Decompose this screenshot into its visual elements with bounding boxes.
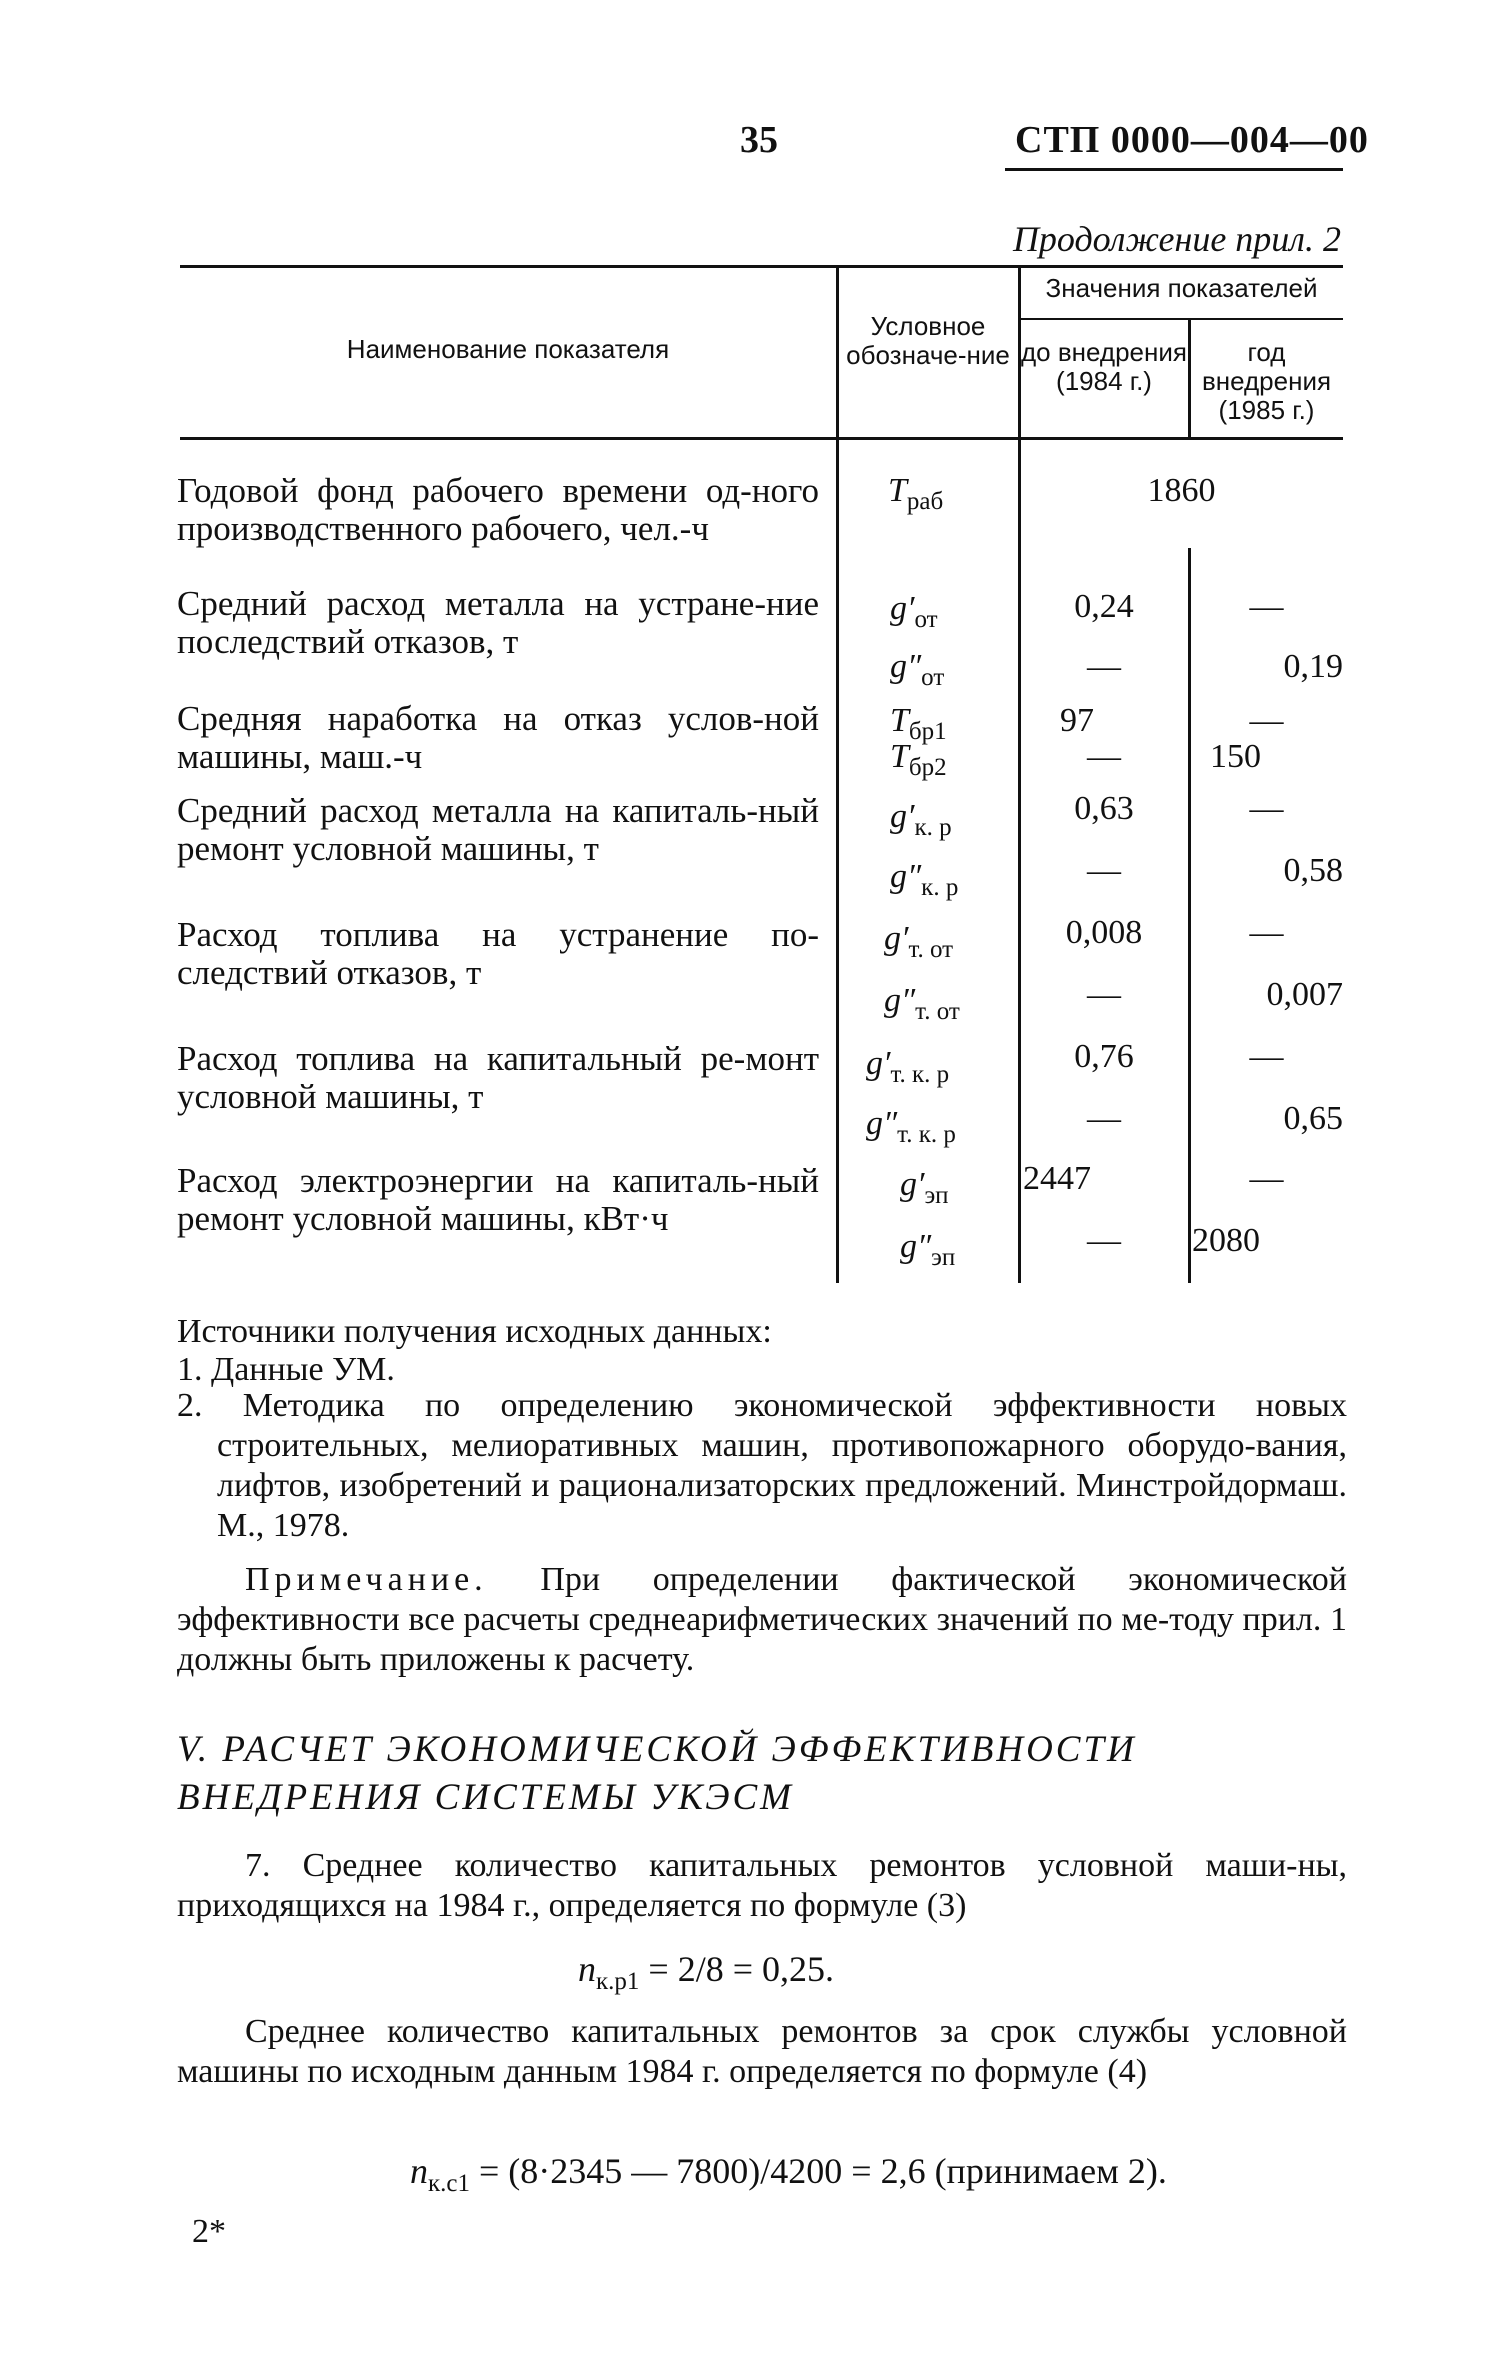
- row-symbol: $g'_{эп}$: [900, 1166, 949, 1209]
- row-symbol: $g'_{т. от}$: [884, 920, 954, 963]
- row-label: Расход топлива на капитальный ре-монт условной машины, т: [177, 1039, 819, 1116]
- row-symbol: $g'_{т. к. р}$: [866, 1045, 950, 1088]
- row-value-year: 0,58: [1283, 852, 1343, 889]
- note-text: При определении фактической экономической эффективности все расчеты среднеарифметических значений по ме-тоду прил. 1 должны быть приложены к расчету.: [177, 1561, 1347, 1678]
- row-value-year: 150: [1210, 738, 1261, 775]
- row-value-before: 0,63: [1074, 790, 1134, 827]
- row-value-year: —: [1249, 790, 1284, 827]
- row-value-year: —: [1249, 914, 1284, 951]
- row-value-year: —: [1249, 588, 1284, 625]
- row-value-year: 0,007: [1266, 976, 1343, 1013]
- row-symbol: $g''_{от}$: [890, 648, 945, 691]
- row-value-before: —: [1087, 1222, 1121, 1259]
- row-symbol: $T_{бр1}$: [890, 702, 947, 745]
- formula-2: $n_{к.с1} = (8\cdot 2345$ — 7800)/4200 = 2,6 (принимаем 2).: [410, 2151, 1167, 2197]
- row-value-year: 2080: [1192, 1222, 1260, 1259]
- row-value-year: 0,65: [1283, 1100, 1343, 1137]
- row-value-before: —: [1087, 1100, 1121, 1137]
- row-symbol: $g''_{т. от}$: [884, 982, 960, 1025]
- row-value-year: 0,19: [1283, 648, 1343, 685]
- row-value-before: 0,24: [1074, 588, 1134, 625]
- row-value-before: —: [1087, 648, 1121, 685]
- table-header-rule: [180, 437, 1343, 440]
- row-value-merged: 1860: [1147, 472, 1216, 509]
- row-value-before: 97: [1060, 702, 1094, 739]
- note-label: Примечание.: [245, 1561, 488, 1598]
- sources-item-1: 1. Данные УМ.: [177, 1351, 395, 1388]
- note-paragraph: [177, 1560, 1347, 1680]
- row-value-before: —: [1087, 852, 1121, 889]
- continuation-label: Продолжение прил. 2: [1012, 219, 1341, 259]
- row-value-year: —: [1249, 1160, 1284, 1197]
- row-label: Расход топлива на устранение по-следствий отказов, т: [177, 915, 819, 992]
- row-value-before: 0,008: [1065, 914, 1143, 951]
- section-heading-line2: ВНЕДРЕНИЯ СИСТЕМЫ УКЭСМ: [177, 1777, 794, 1818]
- col-header-symbol: Условное обозначе-ние: [846, 311, 1010, 370]
- col-header-before: до внедрения (1984 г.): [1021, 337, 1187, 396]
- row-label: Средний расход металла на капиталь-ный ремонт условной машины, т: [177, 791, 819, 868]
- row-label: Расход электроэнергии на капиталь-ный ремонт условной машины, кВт·ч: [177, 1161, 819, 1238]
- row-value-before: —: [1087, 976, 1121, 1013]
- section-heading-line1: V. РАСЧЕТ ЭКОНОМИЧЕСКОЙ ЭФФЕКТИВНОСТИ: [177, 1729, 1137, 1770]
- col-header-name: Наименование показателя: [346, 334, 670, 364]
- row-symbol: $g''_{к. р}$: [890, 858, 959, 901]
- header-rule: [1005, 168, 1343, 171]
- row-label: Средний расход металла на устране-ние последствий отказов, т: [177, 584, 819, 661]
- row-label: Средняя наработка на отказ услов-ной машины, маш.-ч: [177, 699, 819, 776]
- row-value-before: 0,76: [1074, 1038, 1134, 1075]
- row-symbol: $T_{раб}$: [888, 472, 944, 515]
- sources-title: Источники получения исходных данных:: [177, 1313, 772, 1350]
- table-subheader-rule: [1020, 318, 1343, 320]
- page-number: 35: [740, 119, 778, 161]
- row-value-year: —: [1249, 1038, 1284, 1075]
- formula-1: $n_{к.р1} = 2/8 = 0,25$.: [578, 1949, 835, 1995]
- paragraph-7: 7. Среднее количество капитальных ремонтов условной маши-ны, приходящихся на 1984 г., определяется по формуле (3): [177, 1847, 1347, 1924]
- sources-item-2: 2. Методика по определению экономической эффективности новых строительных, мелиоративных машин, противопожарного оборудо-вания, лифтов, изобретений и рационализаторских предложений. Минстройдормаш. М., 1978.: [177, 1387, 1347, 1544]
- row-label: Годовой фонд рабочего времени од-ного производственного рабочего, чел.-ч: [177, 471, 819, 548]
- document-code: СТП 0000—004—00: [1015, 119, 1369, 161]
- row-value-year: —: [1249, 702, 1284, 739]
- table-top-rule: [180, 265, 1343, 268]
- paragraph-8: Среднее количество капитальных ремонтов за срок службы условной машины по исходным данным 1984 г. определяется по формуле (4): [177, 2013, 1347, 2090]
- signature-mark: 2*: [192, 2213, 226, 2250]
- row-symbol: $g'_{от}$: [890, 590, 938, 633]
- row-symbol: $g'_{к. р}$: [890, 798, 952, 841]
- row-symbol: $g''_{т. к. р}$: [866, 1105, 956, 1148]
- row-symbol: $g''_{эп}$: [900, 1228, 956, 1271]
- row-symbol: $T_{бр2}$: [890, 738, 947, 781]
- col-header-year: год внедрения (1985 г.): [1201, 337, 1332, 425]
- col-header-values: Значения показателей: [1045, 273, 1318, 303]
- table-vline-1: [836, 268, 839, 1283]
- row-value-before: —: [1087, 738, 1121, 775]
- row-value-before: 2447: [1023, 1160, 1091, 1197]
